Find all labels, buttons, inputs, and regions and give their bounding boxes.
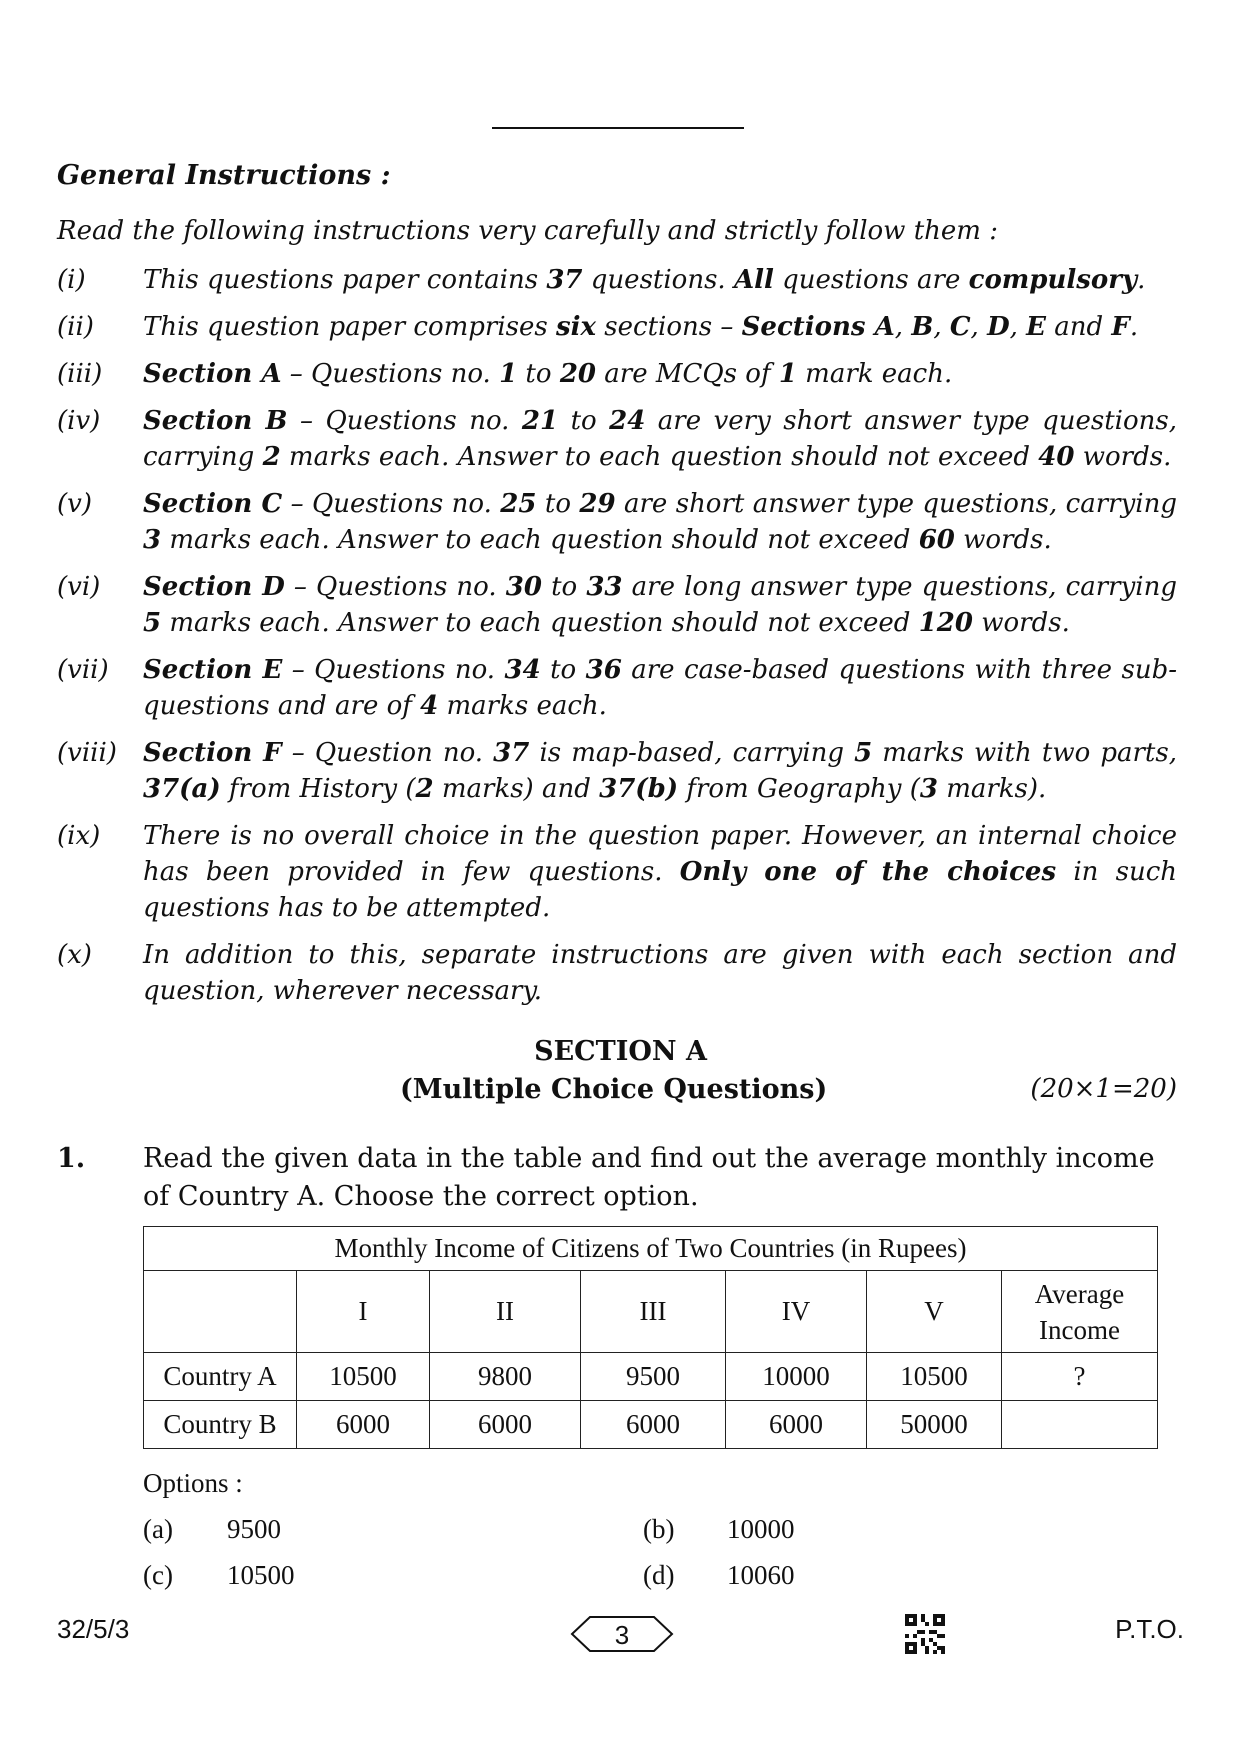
table-cell: 6000: [726, 1401, 867, 1449]
instruction-segment: sections –: [596, 312, 742, 342]
table-cell: 10500: [867, 1353, 1002, 1401]
instruction-emphasis: 37(a): [143, 774, 221, 804]
instruction-number: (ii): [57, 312, 94, 342]
instruction-emphasis: D: [987, 312, 1010, 342]
instruction-number: (viii): [57, 738, 117, 768]
section-subtitle: (Multiple Choice Questions): [400, 1074, 828, 1105]
instruction-segment: marks each. Answer to each question should not exceed: [280, 442, 1039, 472]
table-cell: [1002, 1401, 1158, 1449]
instruction-item: [57, 569, 1177, 641]
instruction-segment: – Question no.: [281, 738, 494, 768]
table-header-cell: IV: [726, 1271, 867, 1353]
instruction-emphasis: 24: [609, 406, 646, 436]
instruction-emphasis: 21: [521, 406, 559, 436]
instruction-segment: to: [536, 489, 580, 519]
table-cell: 9500: [581, 1353, 726, 1401]
instruction-emphasis: C: [949, 312, 971, 342]
instruction-segment: to: [517, 359, 560, 389]
table-header-cell: Average Income: [1002, 1271, 1158, 1353]
instruction-emphasis: 36: [585, 655, 622, 685]
instruction-segment: questions.: [582, 265, 734, 295]
instruction-emphasis: 2: [262, 442, 281, 472]
income-table: [143, 1226, 1158, 1449]
instruction-segment: This questions paper contains: [143, 265, 547, 295]
instruction-segment: are MCQs of: [596, 359, 779, 389]
instruction-item: [57, 262, 1177, 298]
instruction-segment: and: [1045, 312, 1112, 342]
table-cell: 50000: [867, 1401, 1002, 1449]
table-cell: 10500: [297, 1353, 430, 1401]
instruction-item: [57, 652, 1177, 724]
instruction-text: [143, 309, 1177, 345]
instruction-emphasis: Section E: [143, 655, 283, 685]
instruction-emphasis: Section B: [143, 406, 288, 436]
instruction-segment: from Geography (: [678, 774, 920, 804]
options-label: Options :: [143, 1468, 243, 1498]
instruction-emphasis: 29: [579, 489, 616, 519]
instruction-segment: .: [1129, 312, 1139, 342]
table-row: [144, 1353, 1158, 1401]
instructions-title: General Instructions :: [57, 160, 391, 191]
instruction-segment: .: [1137, 265, 1146, 295]
pto-label: P.T.O.: [1115, 1614, 1184, 1644]
section-title: SECTION A: [534, 1036, 707, 1067]
instruction-segment: words.: [954, 525, 1052, 555]
instruction-text: [143, 937, 1177, 1009]
instruction-segment: to: [540, 655, 586, 685]
table-header-cell: II: [430, 1271, 581, 1353]
instruction-emphasis: compulsory: [968, 265, 1138, 295]
instruction-segment: are short answer type questions, carrying: [615, 489, 1177, 519]
instruction-segment: ,: [970, 312, 988, 342]
option-b-value: 10000: [727, 1514, 795, 1544]
instruction-segment: are long answer type questions, carrying: [622, 572, 1177, 602]
table-cell: 10000: [726, 1353, 867, 1401]
page-number-badge: [570, 1615, 674, 1657]
instruction-emphasis: 4: [420, 691, 439, 721]
table-cell: Country B: [144, 1401, 297, 1449]
instruction-emphasis: 120: [918, 608, 973, 638]
instruction-emphasis: 60: [918, 525, 955, 555]
instruction-segment: questions are: [773, 265, 969, 295]
instruction-segment: In addition to this, separate instructions are given with each section and question, wherever necessary.: [143, 940, 1177, 1006]
table-header-cell: I: [297, 1271, 430, 1353]
instruction-segment: mark each.: [796, 359, 953, 389]
instruction-emphasis: 40: [1038, 442, 1075, 472]
instruction-text: [143, 403, 1177, 475]
instruction-emphasis: F: [1111, 312, 1130, 342]
instruction-item: [57, 735, 1177, 807]
instruction-emphasis: Section C: [143, 489, 283, 519]
table-row: [144, 1401, 1158, 1449]
instruction-segment: words.: [1074, 442, 1172, 472]
page-number: 3: [614, 1620, 630, 1650]
instruction-segment: marks each. Answer to each question should not exceed: [161, 608, 919, 638]
instruction-text: [143, 818, 1177, 926]
instruction-segment: marks) and: [433, 774, 600, 804]
table-cell: 6000: [297, 1401, 430, 1449]
instruction-emphasis: E: [1026, 312, 1046, 342]
instruction-number: (x): [57, 940, 92, 970]
instruction-text: [143, 569, 1177, 641]
instruction-emphasis: Section F: [143, 738, 282, 768]
option-d-value: 10060: [727, 1560, 795, 1590]
qr-code-icon: [905, 1614, 945, 1658]
instruction-item: [57, 937, 1177, 1009]
instruction-segment: from History (: [220, 774, 416, 804]
instruction-item: [57, 356, 1177, 392]
instruction-segment: is map-based, carrying: [529, 738, 855, 768]
table-cell: 9800: [430, 1353, 581, 1401]
instruction-item: [57, 818, 1177, 926]
instruction-segment: ,: [1009, 312, 1027, 342]
instruction-segment: – Questions no.: [287, 406, 522, 436]
table-caption: Monthly Income of Citizens of Two Countries (in Rupees): [144, 1227, 1158, 1271]
instruction-emphasis: 20: [559, 359, 596, 389]
instruction-segment: There is no overall choice in the question paper. However, an internal choice has been provided in few questions.: [143, 821, 1177, 887]
instruction-emphasis: 5: [143, 608, 162, 638]
instruction-number: (vii): [57, 655, 109, 685]
instruction-item: [57, 486, 1177, 558]
instruction-segment: This question paper comprises: [143, 312, 557, 342]
instruction-segment: – Questions no.: [284, 572, 506, 602]
instruction-number: (iii): [57, 359, 103, 389]
instruction-text: [143, 262, 1177, 298]
instruction-segment: marks).: [937, 774, 1047, 804]
instruction-emphasis: B: [911, 312, 934, 342]
question-number: 1.: [57, 1143, 86, 1174]
instruction-segment: – Questions no.: [282, 655, 505, 685]
instruction-text: [143, 652, 1177, 724]
instruction-number: (iv): [57, 406, 101, 436]
page-number-hexagon-icon: [570, 1615, 674, 1653]
instruction-emphasis: six: [556, 312, 597, 342]
instruction-segment: ,: [894, 312, 912, 342]
instruction-segment: marks each. Answer to each question should not exceed: [161, 525, 919, 555]
instruction-segment: words.: [973, 608, 1070, 638]
instruction-emphasis: 3: [919, 774, 938, 804]
table-header-row: [144, 1271, 1158, 1353]
table-header-cell: [144, 1271, 297, 1353]
instruction-emphasis: Section D: [143, 572, 285, 602]
instruction-segment: to: [558, 406, 610, 436]
instruction-emphasis: 30: [505, 572, 542, 602]
option-a-key: (a): [143, 1514, 173, 1544]
instruction-segment: ,: [933, 312, 950, 342]
instruction-emphasis: Sections A: [741, 312, 895, 342]
instruction-emphasis: 1: [499, 359, 518, 389]
instruction-segment: – Questions no.: [281, 359, 500, 389]
instruction-text: [143, 735, 1177, 807]
option-c-key: (c): [143, 1560, 173, 1590]
instruction-segment: are very short answer type questions, carrying: [143, 406, 1177, 472]
instruction-emphasis: 37(b): [599, 774, 679, 804]
section-marks: (20×1=20): [1030, 1074, 1177, 1104]
instruction-item: [57, 309, 1177, 345]
table-cell: 6000: [430, 1401, 581, 1449]
instruction-text: [143, 486, 1177, 558]
table-cell: 6000: [581, 1401, 726, 1449]
option-a-value: 9500: [227, 1514, 281, 1544]
instruction-text: [143, 356, 1177, 392]
instruction-emphasis: Only one of the choices: [679, 857, 1057, 887]
table-caption-row: [144, 1227, 1158, 1271]
option-c-value: 10500: [227, 1560, 295, 1590]
instruction-emphasis: 37: [546, 265, 583, 295]
instruction-emphasis: Section A: [143, 359, 282, 389]
top-divider: [492, 127, 744, 129]
instruction-segment: to: [541, 572, 587, 602]
instruction-segment: in such questions has to be attempted.: [143, 857, 1178, 923]
option-b-key: (b): [643, 1514, 675, 1544]
instruction-emphasis: 3: [143, 525, 162, 555]
instructions-list: [57, 262, 1177, 1020]
instruction-emphasis: 5: [854, 738, 873, 768]
table-header-cell: III: [581, 1271, 726, 1353]
instruction-emphasis: 34: [504, 655, 541, 685]
instruction-number: (i): [57, 265, 86, 295]
instruction-emphasis: 2: [415, 774, 434, 804]
instructions-intro: Read the following instructions very carefully and strictly follow them :: [57, 216, 998, 246]
option-d-key: (d): [643, 1560, 675, 1590]
question-text: Read the given data in the table and find out the average monthly income of Country A. Choose the correct option.: [143, 1143, 1155, 1212]
instruction-segment: are case-based questions with three sub-questions and are of: [143, 655, 1177, 721]
instruction-number: (ix): [57, 821, 101, 851]
paper-code: 32/5/3: [57, 1614, 130, 1644]
instruction-emphasis: 33: [586, 572, 623, 602]
table-cell: Country A: [144, 1353, 297, 1401]
instruction-segment: marks each.: [438, 691, 607, 721]
table-header-cell: V: [867, 1271, 1002, 1353]
instruction-segment: – Questions no.: [282, 489, 501, 519]
table-cell: ?: [1002, 1353, 1158, 1401]
instruction-segment: marks with two parts,: [872, 738, 1177, 768]
instruction-emphasis: 25: [500, 489, 537, 519]
instruction-number: (vi): [57, 572, 101, 602]
instruction-emphasis: 37: [493, 738, 530, 768]
instruction-item: [57, 403, 1177, 475]
instruction-emphasis: 1: [778, 359, 797, 389]
instruction-emphasis: All: [733, 265, 774, 295]
instruction-number: (v): [57, 489, 92, 519]
